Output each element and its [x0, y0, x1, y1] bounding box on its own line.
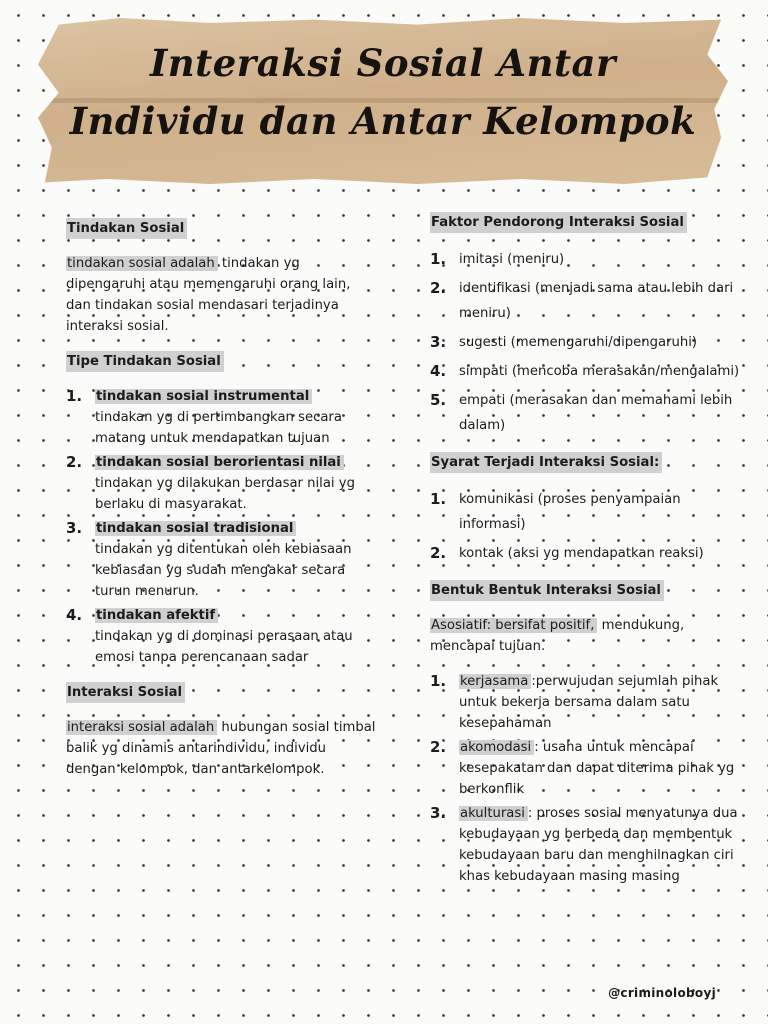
item-description: tindakan yg ditentukan oleh kebiasaan kebiasaan yg sudah mengakar secara turun menurun. — [95, 542, 352, 599]
list-item — [66, 386, 376, 449]
list-number: 1. — [430, 672, 447, 690]
item-text: simpati (mencoba merasakan/mengalami) — [459, 364, 740, 379]
item-text: empati (merasakan dan memahami lebih dalam) — [459, 393, 733, 433]
section-syarat — [430, 452, 742, 473]
item-description: : proses sosial menyatunya dua kebudayaan yg berbeda dan membentuk kebudayaan baru dan menghilnagkan ciri khas kebudayaan masing masing — [459, 806, 738, 884]
section-heading: Tipe Tindakan Sosial — [66, 351, 224, 372]
section-tindakan-sosial — [66, 218, 376, 239]
list-number: 2. — [430, 738, 447, 756]
item-text: sugesti (memengaruhi/dipengaruhi) — [459, 335, 698, 350]
list-item — [430, 247, 742, 272]
item-description: tindakan yg di pertimbangkan secara matang untuk mendapatkan tujuan — [95, 410, 342, 446]
item-text: komunikasi (proses penyampaian informasi) — [459, 492, 681, 532]
item-title: tindakan sosial instrumental — [95, 389, 312, 404]
item-text: kontak (aksi yg mendapatkan reaksi) — [459, 546, 704, 561]
list-number: 1. — [430, 490, 447, 508]
item-description: tindakan yg di dominasi perasaan atau emosi tanpa perencanaan sadar — [95, 629, 353, 665]
section-bentuk — [430, 580, 742, 601]
definition-highlight: tindakan sosial adalah — [66, 256, 218, 271]
list-number: 3. — [430, 804, 447, 822]
item-text: identifikasi (menjadi sama atau lebih dari meniru) — [459, 281, 734, 321]
asosiatif-highlight: Asosiatif: bersifat positif, — [430, 618, 597, 633]
list-item — [430, 737, 742, 800]
list-number: 3. — [430, 333, 447, 351]
list-item — [430, 388, 742, 438]
list-number: 2. — [430, 544, 447, 562]
item-title: tindakan afektif — [95, 608, 218, 623]
list-item — [430, 330, 742, 355]
list-item — [430, 487, 742, 537]
list-item — [430, 359, 742, 384]
definition-text: hubungan sosial timbal balik yg dinamis antarindividu, individu dengan kelompok, dan antarkelompok. — [66, 720, 376, 777]
section-faktor-pendorong — [430, 212, 742, 233]
list-number: 3. — [66, 519, 83, 537]
list-number: 5. — [430, 391, 447, 409]
section-heading: Interaksi Sosial — [66, 682, 185, 703]
item-description: : usaha untuk mencapai kesepakatan dan dapat diterima pihak yg berkonflik — [459, 740, 735, 797]
item-description: tindakan yg dilakukan berdasar nilai yg berlaku di masyarakat. — [95, 476, 355, 512]
syarat-list — [430, 487, 742, 566]
item-text: imitasi (meniru) — [459, 252, 565, 267]
item-title: tindakan sosial tradisional — [95, 521, 296, 536]
list-item — [430, 541, 742, 566]
faktor-list — [430, 247, 742, 438]
list-number: 2. — [430, 279, 447, 297]
section-heading: Tindakan Sosial — [66, 218, 187, 239]
section-interaksi-sosial — [66, 682, 376, 703]
list-number: 4. — [430, 362, 447, 380]
list-number: 1. — [430, 250, 447, 268]
item-term: akulturasi — [459, 806, 528, 821]
list-number: 1. — [66, 387, 83, 405]
item-title: tindakan sosial berorientasi nilai — [95, 455, 344, 470]
section-tipe-tindakan — [66, 351, 376, 372]
item-description: :perwujudan sejumlah pihak untuk bekerja bersama dalam satu kesepahaman — [459, 674, 719, 731]
list-item — [66, 518, 376, 602]
list-item — [66, 605, 376, 668]
definition-highlight: interaksi sosial adalah — [66, 720, 217, 735]
list-number: 4. — [66, 606, 83, 624]
list-number: 2. — [66, 453, 83, 471]
section-heading: Syarat Terjadi Interaksi Sosial: — [430, 452, 662, 473]
tipe-list — [66, 386, 376, 668]
section-heading: Bentuk Bentuk Interaksi Sosial — [430, 580, 664, 601]
list-item — [66, 452, 376, 515]
asosiatif-paragraph — [430, 615, 742, 657]
bentuk-list — [430, 671, 742, 887]
left-column — [66, 218, 376, 794]
title-line-1: Interaksi Sosial Antar — [149, 41, 617, 85]
list-item — [430, 671, 742, 734]
asosiatif-text: mendukung, mencapai tujuan. — [430, 618, 685, 654]
list-item — [430, 803, 742, 887]
item-term: kerjasama — [459, 674, 531, 689]
item-term: akomodasi — [459, 740, 534, 755]
list-item — [430, 276, 742, 326]
definition-text: tindakan yg dipengaruhi atau memengaruhi orang lain, dan tindakan sosial mendasari terjadinya interaksi sosial. — [66, 256, 351, 334]
right-column — [430, 212, 742, 890]
page-title — [38, 34, 728, 150]
definition-paragraph — [66, 253, 376, 337]
title-line-2: Individu dan Antar Kelompok — [69, 99, 697, 143]
definition-paragraph — [66, 717, 376, 780]
author-credit: @criminoloboyj — [608, 986, 716, 1000]
section-heading: Faktor Pendorong Interaksi Sosial — [430, 212, 687, 233]
